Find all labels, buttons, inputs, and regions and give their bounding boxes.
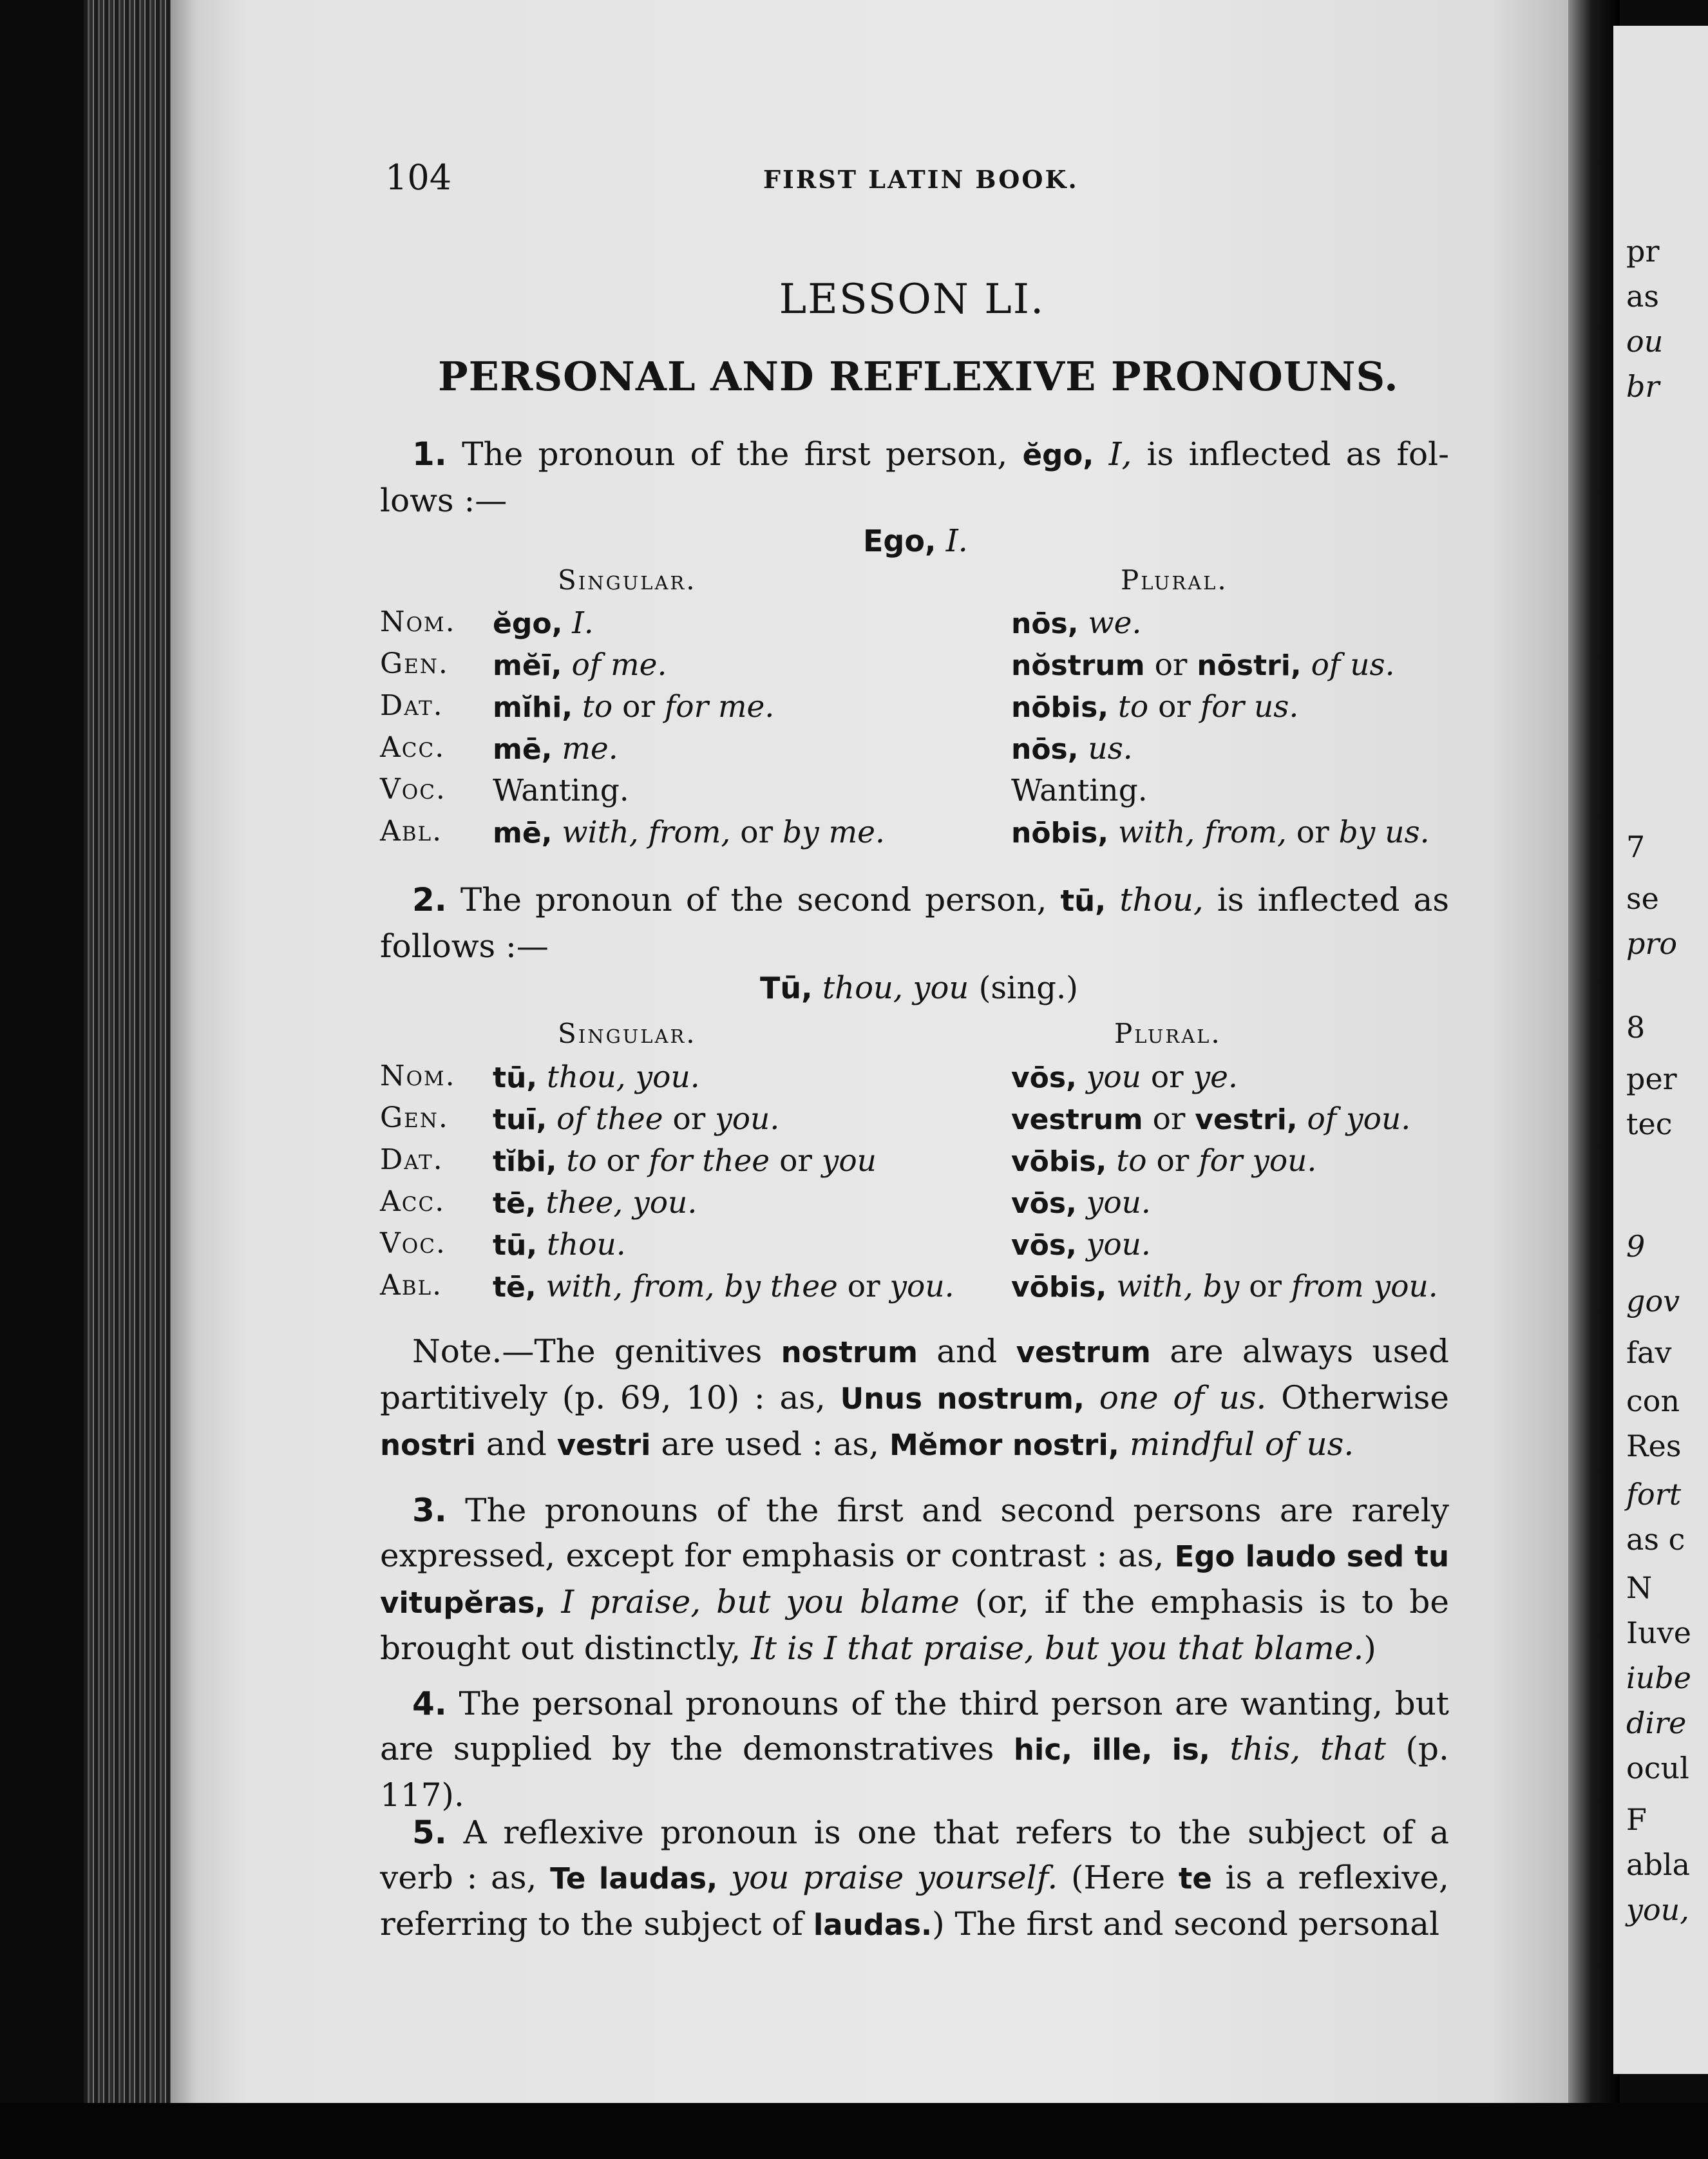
facing-page-fragment: 8 xyxy=(1626,1010,1646,1045)
facing-page-fragment: fort xyxy=(1626,1477,1682,1512)
table2 xyxy=(380,1060,1462,1311)
facing-page-fragment: ocul xyxy=(1626,1751,1689,1785)
facing-page-fragment: con xyxy=(1626,1384,1680,1418)
facing-page-fragment: 7 xyxy=(1626,830,1646,864)
facing-page-fragment: 9 xyxy=(1626,1229,1646,1264)
table-row: Abl. tē, with, from, by thee or you. vōbis, with, by or from you. xyxy=(380,1269,1438,1304)
facing-page-fragment: dire xyxy=(1626,1706,1687,1740)
table1-caption: Ego, I. xyxy=(863,523,968,559)
table-row: Acc. mē, me. nōs, us. xyxy=(380,731,1133,766)
facing-page-fragment: gov xyxy=(1626,1284,1680,1318)
facing-page-fragment: F xyxy=(1626,1802,1647,1837)
facing-page-fragment: abla xyxy=(1626,1847,1691,1882)
table1-plural-header: Plural. xyxy=(1121,564,1228,596)
facing-page-fragment: you, xyxy=(1626,1892,1689,1927)
facing-page-fragment: pro xyxy=(1626,926,1678,961)
paragraph-1: 1. The pronoun of the first person, ĕgo, I, is inflected as fol- lows :— xyxy=(380,435,1450,519)
table2-caption: Tū, thou, you (sing.) xyxy=(760,970,1078,1006)
table-row: Acc. tē, thee, you. vōs, you. xyxy=(380,1185,1151,1221)
table2-singular-header: Singular. xyxy=(558,1018,697,1049)
table-row: Dat. mĭhi, to or for me. nōbis, to or for us. xyxy=(380,689,1299,725)
facing-page-fragment: as c xyxy=(1626,1522,1685,1557)
table-row: Dat. tĭbi, to or for thee or you vōbis, to or for you. xyxy=(380,1143,1317,1179)
table-row: Gen. tuī, of thee or you. vestrum or vestri, of you. xyxy=(380,1101,1411,1137)
facing-page-fragment: se xyxy=(1626,881,1659,916)
facing-page-fragment: Res xyxy=(1626,1429,1682,1463)
paragraph-3: 3. The pronouns of the first and second persons are rarely expressed, except for emphasis or contrast : as, Ego laudo sed tu vitupĕras, I praise, but you blame (or, if the emphasis is to be brought out distinctly, It is I that praise, but you that blame.) xyxy=(380,1492,1449,1667)
section-title: PERSONAL AND REFLEXIVE PRONOUNS. xyxy=(438,353,1399,400)
lesson-title: LESSON LI. xyxy=(779,276,1045,323)
running-title: FIRST LATIN BOOK. xyxy=(763,165,1079,194)
book-gutter xyxy=(1568,0,1620,2159)
paragraph-5: 5. A reflexive pronoun is one that refers to the subject of a verb : as, Te laudas, you praise yourself. (Here te is a reflexive, referring to the subject of laudas.) The first and second personal xyxy=(380,1814,1449,1943)
paragraph-4: 4. The personal pronouns of the third person are wanting, but are supplied by the demonstratives hic, ille, is, this, that (p. 117). xyxy=(380,1685,1449,1814)
facing-page xyxy=(1613,26,1708,2074)
facing-page-fragment: Iuve xyxy=(1626,1615,1692,1650)
facing-page-fragment: br xyxy=(1626,369,1660,404)
paragraph-2: 2. The pronoun of the second person, tū, thou, is inflected as follows :— xyxy=(380,881,1449,965)
table-row: Nom. ĕgo, I. nōs, we. xyxy=(380,605,1142,641)
facing-page-fragment: pr xyxy=(1626,234,1660,269)
facing-page-fragment: tec xyxy=(1626,1107,1673,1141)
table-row: Nom. tū, thou, you. vōs, you or ye. xyxy=(380,1060,1238,1095)
table1 xyxy=(380,605,1462,857)
note-paragraph: Note.—The genitives nostrum and vestrum are always used partitively (p. 69, 10) : as, Unus nostrum, one of us. Otherwise nostri and vestri are used : as, Mĕmor nostri, mindful of us. xyxy=(380,1333,1449,1463)
facing-page-fragment: as xyxy=(1626,279,1660,314)
facing-page-fragment: ou xyxy=(1626,324,1664,359)
table-row: Gen. mĕī, of me. nŏstrum or nōstri, of us. xyxy=(380,647,1395,683)
facing-page-fragment: iube xyxy=(1626,1660,1692,1695)
facing-page-fragment: N xyxy=(1626,1570,1653,1605)
table2-plural-header: Plural. xyxy=(1114,1018,1222,1049)
page-number: 104 xyxy=(385,157,452,198)
table-row: Voc. Wanting. Wanting. xyxy=(380,773,1148,808)
facing-page-fragment: fav xyxy=(1626,1335,1672,1370)
table-row: Abl. mē, with, from, or by me. nōbis, with, from, or by us. xyxy=(380,815,1430,850)
table1-singular-header: Singular. xyxy=(558,564,697,596)
table-row: Voc. tū, thou. vōs, you. xyxy=(380,1227,1151,1262)
facing-page-fragment: per xyxy=(1626,1061,1677,1096)
scan-border xyxy=(0,2103,1708,2159)
